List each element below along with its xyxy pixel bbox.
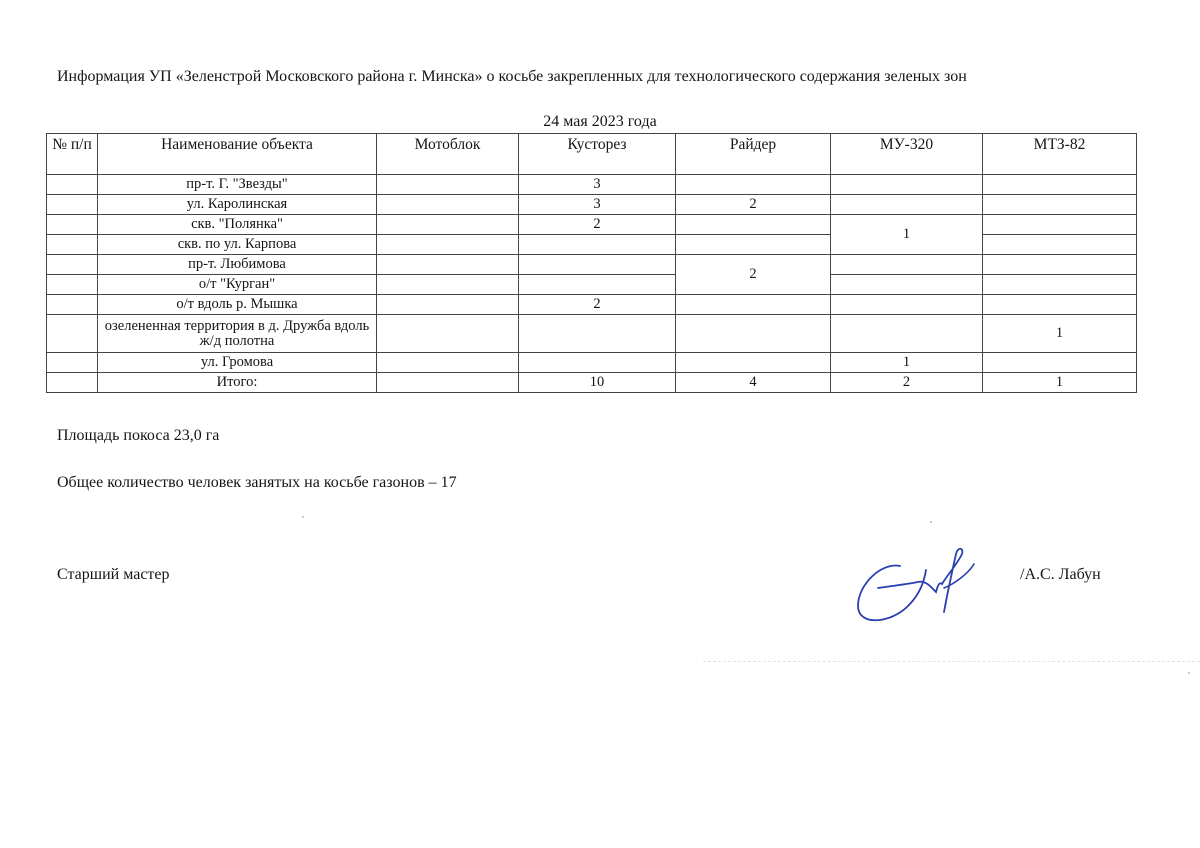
cell-motoblok	[377, 295, 519, 315]
table-row	[47, 295, 1137, 315]
cell-object-name: озелененная территория в д. Дружба вдоль ж/д полотна	[98, 315, 377, 353]
cell-number	[47, 215, 98, 235]
header-number: № п/п	[47, 134, 98, 175]
mowing-area-text: Площадь покоса 23,0 га	[57, 427, 220, 444]
cell-number	[47, 373, 98, 393]
cell-number	[47, 175, 98, 195]
cell-mtz82	[983, 255, 1137, 275]
cell-number	[47, 353, 98, 373]
header-object-name: Наименование объекта	[98, 134, 377, 175]
cell-motoblok	[377, 315, 519, 353]
cell-motoblok	[377, 175, 519, 195]
scan-artifact-line	[703, 661, 1200, 662]
cell-motoblok	[377, 353, 519, 373]
handwritten-signature	[852, 544, 982, 629]
cell-raider	[676, 315, 831, 353]
cell-object-name: пр-т. Любимова	[98, 255, 377, 275]
cell-object-name: о/т "Курган"	[98, 275, 377, 295]
cell-kustorez: 3	[519, 175, 676, 195]
cell-raider	[676, 353, 831, 373]
cell-raider: 2	[676, 255, 831, 295]
total-label: Итого:	[98, 373, 377, 393]
cell-raider	[676, 215, 831, 235]
cell-object-name: ул. Громова	[98, 353, 377, 373]
cell-raider	[676, 295, 831, 315]
table-row	[47, 275, 1137, 295]
table-row	[47, 255, 1137, 275]
total-motoblok	[377, 373, 519, 393]
cell-kustorez: 2	[519, 295, 676, 315]
table-row	[47, 215, 1137, 235]
cell-mu320	[831, 275, 983, 295]
cell-mu320	[831, 315, 983, 353]
cell-motoblok	[377, 235, 519, 255]
cell-kustorez	[519, 353, 676, 373]
cell-raider	[676, 235, 831, 255]
cell-motoblok	[377, 255, 519, 275]
header-mtz82: МТЗ-82	[983, 134, 1137, 175]
cell-mtz82	[983, 195, 1137, 215]
cell-motoblok	[377, 215, 519, 235]
cell-object-name: ул. Каролинская	[98, 195, 377, 215]
document-date: 24 мая 2023 года	[543, 113, 657, 130]
cell-kustorez	[519, 315, 676, 353]
table-row	[47, 175, 1137, 195]
mowing-table	[46, 133, 1137, 393]
cell-object-name: скв. "Полянка"	[98, 215, 377, 235]
cell-number	[47, 255, 98, 275]
cell-number	[47, 275, 98, 295]
cell-number	[47, 315, 98, 353]
cell-number	[47, 195, 98, 215]
scan-speck	[930, 521, 932, 523]
total-raider: 4	[676, 373, 831, 393]
people-count-text: Общее количество человек занятых на косьбе газонов – 17	[57, 474, 457, 491]
total-mtz82: 1	[983, 373, 1137, 393]
cell-mtz82	[983, 353, 1137, 373]
table-total-row	[47, 373, 1137, 393]
cell-object-name: о/т вдоль р. Мышка	[98, 295, 377, 315]
table-row	[47, 195, 1137, 215]
cell-mu320: 1	[831, 353, 983, 373]
cell-object-name: скв. по ул. Карпова	[98, 235, 377, 255]
table-header-row	[47, 134, 1137, 175]
table-row	[47, 315, 1137, 353]
table-row	[47, 353, 1137, 373]
cell-mtz82	[983, 235, 1137, 255]
cell-kustorez: 3	[519, 195, 676, 215]
cell-object-name: пр-т. Г. "Звезды"	[98, 175, 377, 195]
cell-mu320	[831, 195, 983, 215]
cell-mtz82	[983, 215, 1137, 235]
cell-kustorez: 2	[519, 215, 676, 235]
header-motoblok: Мотоблок	[377, 134, 519, 175]
header-mu320: МУ-320	[831, 134, 983, 175]
header-raider: Райдер	[676, 134, 831, 175]
cell-mtz82	[983, 295, 1137, 315]
scan-speck	[1188, 672, 1190, 674]
header-kustorez: Кусторез	[519, 134, 676, 175]
cell-mtz82	[983, 275, 1137, 295]
cell-kustorez	[519, 255, 676, 275]
cell-mtz82: 1	[983, 315, 1137, 353]
cell-kustorez	[519, 275, 676, 295]
cell-raider	[676, 175, 831, 195]
cell-mu320: 1	[831, 215, 983, 255]
cell-motoblok	[377, 195, 519, 215]
cell-raider: 2	[676, 195, 831, 215]
total-mu320: 2	[831, 373, 983, 393]
total-kustorez: 10	[519, 373, 676, 393]
cell-motoblok	[377, 275, 519, 295]
cell-mtz82	[983, 175, 1137, 195]
cell-kustorez	[519, 235, 676, 255]
scan-speck	[302, 516, 304, 518]
cell-mu320	[831, 175, 983, 195]
signer-position: Старший мастер	[57, 566, 170, 583]
cell-number	[47, 295, 98, 315]
document-heading: Информация УП «Зеленстрой Московского района г. Минска» о косьбе закрепленных для технологического содержания зеленых зон	[57, 68, 967, 85]
cell-mu320	[831, 295, 983, 315]
signer-name: /А.С. Лабун	[1020, 566, 1101, 583]
cell-number	[47, 235, 98, 255]
cell-mu320	[831, 255, 983, 275]
